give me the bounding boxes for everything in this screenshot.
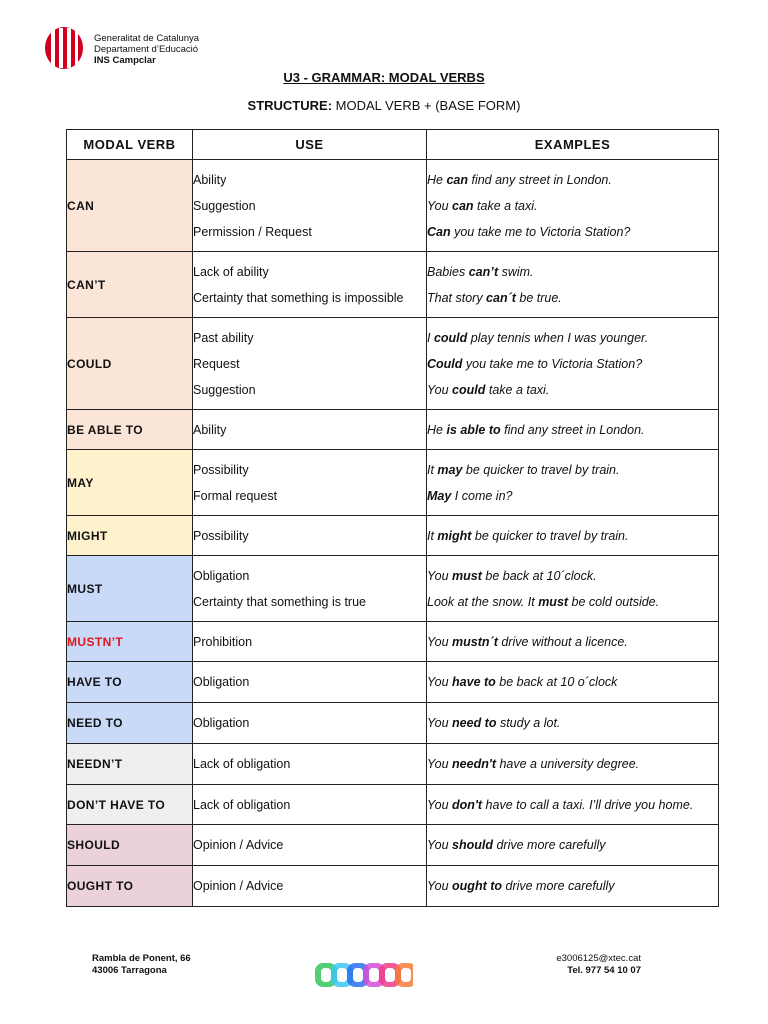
example-text: be quicker to travel by train.	[471, 528, 629, 543]
example-line	[427, 381, 718, 399]
example-text: You	[427, 757, 453, 771]
table-row	[67, 318, 719, 410]
modal-verb-cell: MAY	[67, 450, 193, 516]
footer-address	[92, 953, 191, 977]
example-modal-word: need to	[452, 716, 497, 730]
example-text: have a university degree.	[495, 757, 640, 771]
example-text: Babies	[427, 264, 469, 279]
example-text: Look at the snow. It	[427, 594, 539, 609]
example-line	[427, 527, 718, 545]
use-line: Lack of obligation	[193, 757, 291, 771]
modal-verb-cell: DON’T HAVE TO	[67, 785, 193, 825]
example-cell	[427, 410, 719, 450]
example-cell	[427, 318, 719, 410]
page-title-text: U3 - GRAMMAR: MODAL VERBS	[283, 70, 485, 85]
example-cell	[427, 516, 719, 556]
example-modal-word: needn't	[452, 757, 496, 771]
use-line: Suggestion	[193, 382, 256, 397]
example-modal-word: may	[437, 462, 463, 477]
address-line-1: Rambla de Ponent, 66	[92, 953, 191, 964]
example-line	[427, 487, 718, 505]
use-line: Ability	[193, 422, 227, 437]
use-line: Opinion / Advice	[193, 879, 284, 893]
use-line: Certainty that something is true	[193, 594, 366, 609]
example-line	[427, 673, 718, 691]
use-line: Lack of ability	[193, 264, 269, 279]
example-cell	[427, 622, 719, 662]
modal-verb-cell: NEED TO	[67, 703, 193, 744]
use-line: Obligation	[193, 716, 250, 730]
example-line	[427, 714, 718, 732]
use-cell	[193, 556, 427, 622]
example-text: It	[427, 528, 438, 543]
example-text: be true.	[515, 290, 562, 305]
example-cell	[427, 160, 719, 252]
use-cell	[193, 662, 427, 703]
example-text: take a taxi.	[473, 198, 538, 213]
structure-line	[0, 98, 768, 113]
use-cell	[193, 410, 427, 450]
modal-verb-cell: CAN’T	[67, 252, 193, 318]
use-line: Obligation	[193, 675, 250, 689]
example-modal-word: have to	[452, 675, 496, 689]
example-cell	[427, 744, 719, 785]
use-line: Possibility	[193, 528, 249, 543]
example-text: find any street in London.	[468, 172, 612, 187]
example-text: That story	[427, 290, 487, 305]
use-cell	[193, 825, 427, 866]
use-line: Permission / Request	[193, 224, 312, 239]
table-row	[67, 450, 719, 516]
example-text: You	[427, 797, 453, 812]
example-line	[427, 755, 718, 773]
example-modal-word: can’t	[468, 264, 499, 279]
example-line	[427, 171, 718, 197]
example-text: You	[427, 382, 453, 397]
example-text: He	[427, 422, 447, 437]
example-modal-word: must	[452, 568, 482, 583]
modal-verb-cell: MUSTN’T	[67, 622, 193, 662]
example-modal-word: ought to	[452, 879, 503, 893]
example-cell	[427, 785, 719, 825]
example-text: be cold outside.	[568, 594, 660, 609]
modal-verb-cell: MUST	[67, 556, 193, 622]
example-text: be quicker to travel by train.	[462, 462, 620, 477]
use-cell	[193, 252, 427, 318]
use-line: Past ability	[193, 330, 254, 345]
modal-verb-cell: MIGHT	[67, 516, 193, 556]
use-cell	[193, 450, 427, 516]
example-modal-word: could	[433, 330, 468, 345]
example-modal-word: should	[452, 838, 493, 852]
table-row	[67, 866, 719, 907]
use-line: Suggestion	[193, 198, 256, 213]
example-cell	[427, 662, 719, 703]
example-text: study a lot.	[496, 716, 561, 730]
example-text: be back at 10 o´clock	[495, 675, 618, 689]
use-cell	[193, 160, 427, 252]
example-modal-word: May	[427, 488, 452, 503]
example-text: you take me to Victoria Station?	[462, 356, 643, 371]
example-modal-word: can	[446, 172, 468, 187]
modal-verb-cell: BE ABLE TO	[67, 410, 193, 450]
structure-text: MODAL VERB + (BASE FORM)	[332, 98, 521, 113]
table-row	[67, 703, 719, 744]
table-row	[67, 825, 719, 866]
use-cell	[193, 866, 427, 907]
example-line	[427, 567, 718, 593]
modal-verb-cell: HAVE TO	[67, 662, 193, 703]
modal-verb-cell: CAN	[67, 160, 193, 252]
badge-inner	[337, 968, 347, 982]
table-row	[67, 160, 719, 252]
use-line: Ability	[193, 172, 227, 187]
example-modal-word: can´t	[486, 290, 516, 305]
example-modal-word: must	[538, 594, 569, 609]
example-text: find any street in London.	[500, 422, 645, 437]
use-line: Lack of obligation	[193, 797, 291, 812]
example-text: You	[427, 568, 453, 583]
use-line: Opinion / Advice	[193, 838, 284, 852]
table-row	[67, 252, 719, 318]
example-text: swim.	[498, 264, 534, 279]
header-examples: EXAMPLES	[427, 130, 719, 160]
modal-verb-cell: SHOULD	[67, 825, 193, 866]
table-header-row	[67, 130, 719, 160]
example-text: You	[427, 716, 453, 730]
table-row	[67, 410, 719, 450]
example-text: I	[427, 330, 434, 345]
example-modal-word: could	[452, 382, 486, 397]
organization-name	[94, 33, 199, 66]
use-line: Request	[193, 356, 240, 371]
example-line	[427, 263, 718, 289]
badge-inner	[401, 968, 411, 982]
modal-verb-cell: OUGHT TO	[67, 866, 193, 907]
example-modal-word: can	[452, 198, 474, 213]
use-line: Obligation	[193, 568, 250, 583]
table-row	[67, 622, 719, 662]
org-line-2: Departament d’Educació	[94, 44, 199, 55]
use-cell	[193, 516, 427, 556]
use-line: Prohibition	[193, 634, 253, 649]
school-badges-icon	[313, 962, 413, 988]
example-text: It	[427, 462, 438, 477]
example-line	[427, 461, 718, 487]
example-text: drive without a licence.	[497, 634, 628, 649]
example-modal-word: don't	[452, 797, 483, 812]
example-line	[427, 593, 718, 611]
example-line	[427, 197, 718, 223]
address-line-2: 43006 Tarragona	[92, 965, 167, 976]
header-modal-verb: MODAL VERB	[67, 130, 193, 160]
structure-label: STRUCTURE:	[247, 98, 333, 113]
example-text: play tennis when I was younger.	[467, 330, 649, 345]
example-line	[427, 289, 718, 307]
example-cell	[427, 825, 719, 866]
example-text: You	[427, 198, 453, 213]
page-title	[0, 70, 768, 85]
example-modal-word: might	[437, 528, 472, 543]
example-text: be back at 10´clock.	[481, 568, 597, 583]
example-text: you take me to Victoria Station?	[450, 224, 631, 239]
use-line: Certainty that something is impossible	[193, 290, 404, 305]
example-modal-word: Could	[427, 356, 463, 371]
example-text: I come in?	[451, 488, 513, 503]
example-cell	[427, 556, 719, 622]
modal-verb-cell: NEEDN’T	[67, 744, 193, 785]
example-text: You	[427, 879, 453, 893]
example-text: take a taxi.	[485, 382, 550, 397]
table-row	[67, 744, 719, 785]
footer-phone: Tel. 977 54 10 07	[567, 965, 641, 976]
use-line: Formal request	[193, 488, 278, 503]
example-line	[427, 836, 718, 854]
example-line	[427, 223, 718, 241]
header	[44, 26, 199, 70]
example-modal-word: is able to	[446, 422, 501, 437]
header-use: USE	[193, 130, 427, 160]
use-cell	[193, 744, 427, 785]
example-modal-word: Can	[427, 224, 451, 239]
example-cell	[427, 703, 719, 744]
example-line	[427, 877, 718, 895]
example-line	[427, 329, 718, 355]
org-line-3: INS Campclar	[94, 55, 156, 66]
table-row	[67, 785, 719, 825]
example-cell	[427, 252, 719, 318]
badge-inner	[353, 968, 363, 982]
badge-inner	[369, 968, 379, 982]
example-text: drive more carefully	[493, 838, 606, 852]
badge-inner	[385, 968, 395, 982]
example-line	[427, 633, 718, 651]
example-text: You	[427, 634, 453, 649]
use-line: Possibility	[193, 462, 249, 477]
example-cell	[427, 450, 719, 516]
example-text: He	[427, 172, 447, 187]
example-line	[427, 421, 718, 439]
example-cell	[427, 866, 719, 907]
example-text: You	[427, 675, 453, 689]
use-cell	[193, 318, 427, 410]
table-row	[67, 516, 719, 556]
example-modal-word: mustn´t	[452, 634, 498, 649]
badge-inner	[321, 968, 331, 982]
use-cell	[193, 703, 427, 744]
use-cell	[193, 785, 427, 825]
modal-verb-cell: COULD	[67, 318, 193, 410]
example-line	[427, 355, 718, 381]
table-row	[67, 662, 719, 703]
use-cell	[193, 622, 427, 662]
table-row	[67, 556, 719, 622]
modal-verbs-table	[66, 129, 719, 907]
example-line	[427, 796, 718, 814]
example-text: have to call a taxi. I’ll drive you home.	[482, 797, 694, 812]
footer-contact	[556, 953, 641, 977]
footer-email: e3006125@xtec.cat	[556, 953, 641, 964]
example-text: You	[427, 838, 453, 852]
generalitat-logo-icon	[44, 26, 84, 70]
example-text: drive more carefully	[502, 879, 615, 893]
org-line-1: Generalitat de Catalunya	[94, 33, 200, 44]
